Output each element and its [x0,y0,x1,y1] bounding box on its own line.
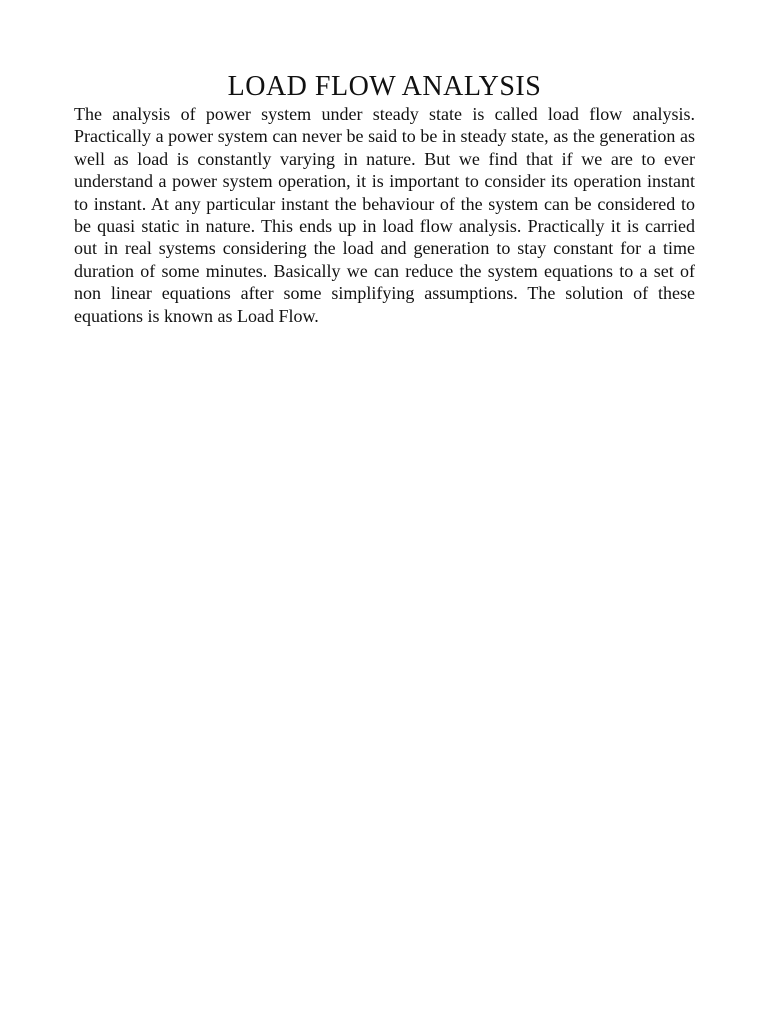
document-content [74,70,695,327]
body-paragraph: The analysis of power system under steady state is called load flow analysis. Practically a power system can never be said to be in steady state, as the generation as well as load is constantly varying in nature. But we find that if we are to ever understand a power system operation, it is important to consider its operation instant to instant. At any particular instant the behaviour of the system can be considered to be quasi static in nature. This ends up in load flow analysis. Practically it is carried out in real systems considering the load and generation to stay constant for a time duration of some minutes. Basically we can reduce the system equations to a set of non linear equations after some simplifying assumptions. The solution of these equations is known as Load Flow. [74,104,695,326]
document-title: LOAD FLOW ANALYSIS [227,71,542,102]
